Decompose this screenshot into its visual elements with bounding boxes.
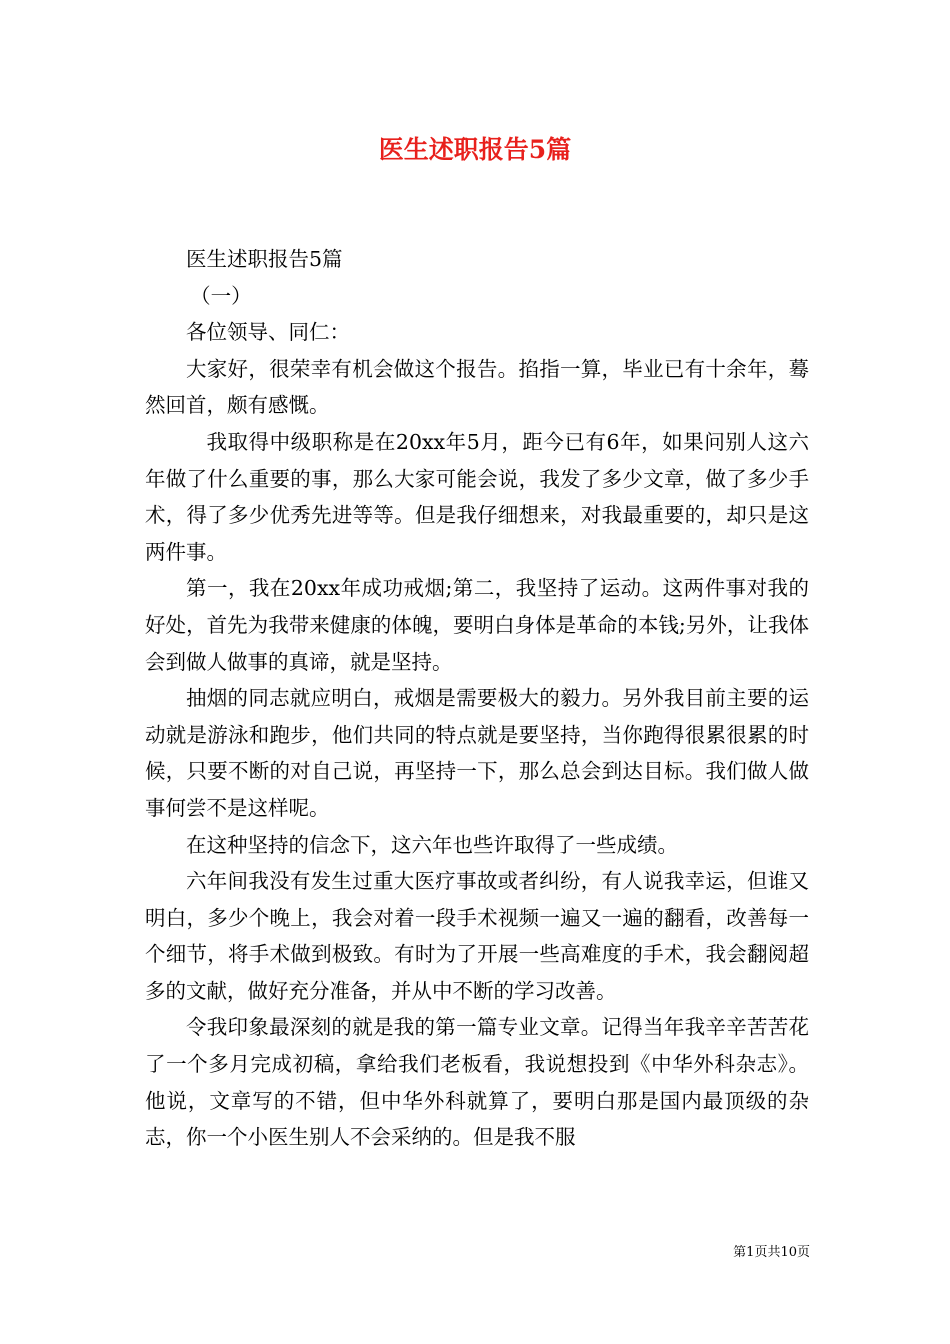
paragraph: 六年间我没有发生过重大医疗事故或者纠纷，有人说我幸运，但谁又明白，多少个晚上，我会对着一段手术视频一遍又一遍的翻看，改善每一个细节，将手术做到极致。有时为了开展一些高难度的手术，我会翻阅超多的文献，做好充分准备，并从中不断的学习改善。 <box>145 869 809 1003</box>
paragraph: 大家好，很荣幸有机会做这个报告。掐指一算，毕业已有十余年，蓦然回首，颇有感慨。 <box>145 356 809 418</box>
document-body <box>145 241 809 1156</box>
paragraph: 令我印象最深刻的就是我的第一篇专业文章。记得当年我辛辛苦苦花了一个多月完成初稿，拿给我们老板看，我说想投到《中华外科杂志》。他说，文章写的不错，但中华外科就算了，要明白那是国内最顶级的杂志，你一个小医生别人不会采纳的。但是我不服 <box>145 1015 809 1150</box>
paragraph-section-number: （一） <box>190 283 252 308</box>
paragraph-salutation: 各位领导、同仁： <box>186 320 350 345</box>
document-title: 医生述职报告5篇 <box>378 135 572 164</box>
paragraph: 在这种坚持的信念下，这六年也些许取得了一些成绩。 <box>186 832 678 857</box>
paragraph: 第一，我在20xx年成功戒烟;第二，我坚持了运动。这两件事对我的好处，首先为我带来健康的体魄，要明白身体是革命的本钱;另外，让我体会到做人做事的真谛，就是坚持。 <box>145 576 809 674</box>
paragraph-heading: 医生述职报告5篇 <box>186 247 343 271</box>
paragraph: 抽烟的同志就应明白，戒烟是需要极大的毅力。另外我目前主要的运动就是游泳和跑步，他们共同的特点就是要坚持，当你跑得很累很累的时候，只要不断的对自己说，再坚持一下，那么总会到达目标。我们做人做事何尝不是这样呢。 <box>145 686 809 820</box>
paragraph: 我取得中级职称是在20xx年5月，距今已有6年，如果问别人这六年做了什么重要的事，那么大家可能会说，我发了多少文章，做了多少手术，得了多少优秀先进等等。但是我仔细想来，对我最重要的，却只是这两件事。 <box>145 429 809 564</box>
page-footer: 第1页共10页 <box>733 1245 810 1260</box>
